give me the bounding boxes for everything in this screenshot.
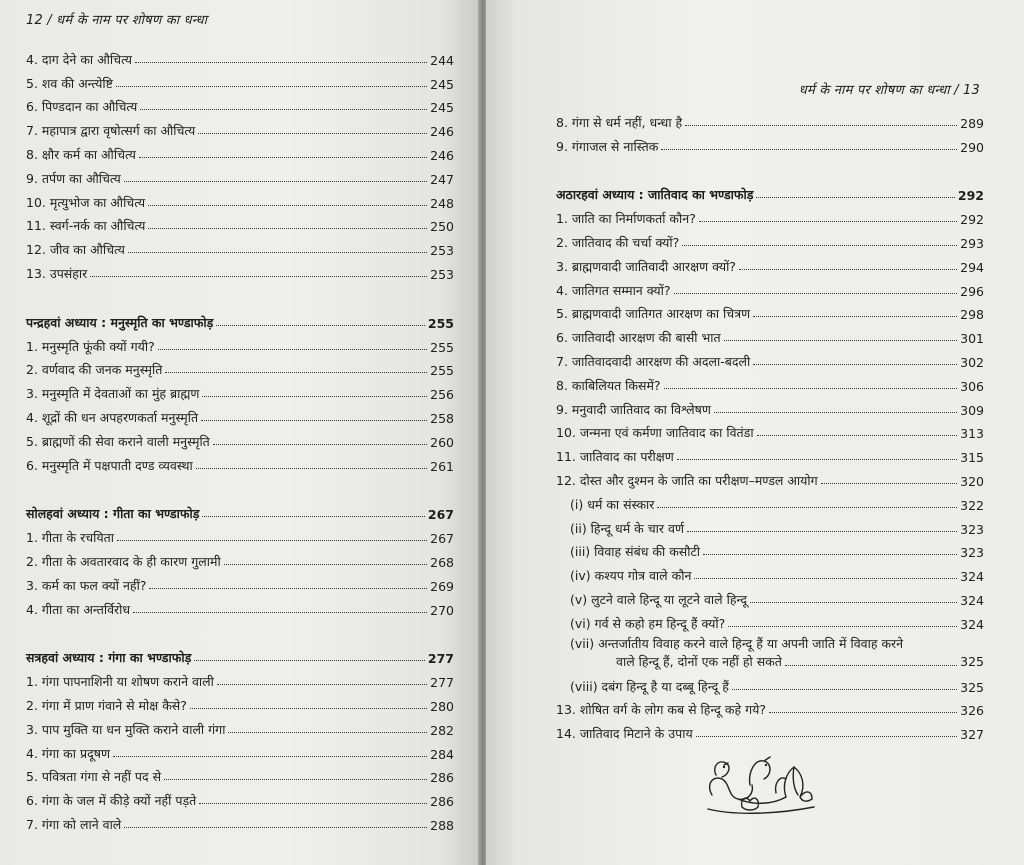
toc-entry-label: 4. गीता का अन्तर्विरोध bbox=[26, 601, 131, 617]
dot-leader bbox=[753, 364, 957, 365]
toc-page-number: 260 bbox=[430, 434, 454, 450]
toc-entry bbox=[556, 489, 984, 513]
toc-entry-label: 7. गंगा को लाने वाले bbox=[26, 816, 122, 832]
toc-page-number: 269 bbox=[430, 578, 454, 594]
toc-entry bbox=[556, 370, 984, 394]
toc-entry bbox=[556, 394, 984, 418]
toc-entry bbox=[26, 355, 454, 379]
dot-leader bbox=[140, 109, 427, 110]
toc-page-number: 302 bbox=[960, 354, 984, 370]
toc-page-number: 258 bbox=[430, 410, 454, 426]
toc-entry bbox=[556, 418, 984, 442]
right-toc-list bbox=[556, 107, 984, 742]
toc-page-number: 298 bbox=[960, 307, 984, 323]
section-gap bbox=[26, 282, 454, 307]
toc-entry bbox=[26, 594, 454, 618]
dot-leader bbox=[750, 602, 957, 603]
toc-entry-label: (iv) कश्यप गोत्र वाले कौन bbox=[570, 568, 692, 584]
toc-entry-label: 2. वर्णवाद की जनक मनुस्मृति bbox=[26, 362, 163, 378]
dot-leader bbox=[213, 444, 427, 445]
dot-leader bbox=[128, 252, 427, 253]
toc-entry bbox=[556, 322, 984, 346]
dot-leader bbox=[164, 779, 427, 780]
toc-page-number: 301 bbox=[960, 331, 984, 347]
toc-entry-label: 7. महापात्र द्वारा वृषोत्सर्ग का औचित्य bbox=[26, 123, 196, 139]
toc-entry-label: 6. पिण्डदान का औचित्य bbox=[26, 99, 138, 115]
dot-leader bbox=[739, 269, 957, 270]
toc-entry bbox=[556, 346, 984, 370]
toc-entry-label: 4. गंगा का प्रदूषण bbox=[26, 745, 111, 761]
toc-entry-label: 6. गंगा के जल में कीड़े क्यों नहीं पड़ते bbox=[26, 793, 197, 809]
dot-leader bbox=[228, 732, 427, 733]
toc-page-number: 290 bbox=[960, 139, 984, 155]
toc-entry-wrapped bbox=[556, 635, 984, 671]
toc-page-number: 323 bbox=[960, 521, 984, 537]
toc-entry bbox=[26, 258, 454, 282]
toc-entry-label: 3. मनुस्मृति में देवताओं का मुंह ब्राह्मण bbox=[26, 386, 200, 402]
toc-entry-label: 4. दाग देने का औचित्य bbox=[26, 51, 132, 67]
toc-page-number: 255 bbox=[430, 339, 454, 355]
toc-entry bbox=[556, 584, 984, 608]
toc-entry-label: (ii) हिन्दू धर्म के चार वर्ण bbox=[570, 520, 684, 536]
toc-entry-label: 11. जातिवाद का परीक्षण bbox=[556, 449, 674, 465]
dot-leader bbox=[124, 827, 427, 828]
dot-leader bbox=[116, 86, 427, 87]
toc-page-number: 270 bbox=[430, 602, 454, 618]
toc-entry bbox=[556, 441, 984, 465]
toc-entry-label: 11. स्वर्ग-नर्क का औचित्य bbox=[26, 218, 146, 234]
dot-leader bbox=[149, 588, 427, 589]
toc-entry bbox=[556, 695, 984, 719]
toc-entry bbox=[26, 331, 454, 355]
dot-leader bbox=[202, 396, 427, 397]
toc-page-number: 293 bbox=[960, 235, 984, 251]
toc-entry-label: 5. शव की अन्त्येष्टि bbox=[26, 75, 113, 91]
toc-entry bbox=[556, 718, 984, 742]
toc-entry bbox=[26, 378, 454, 402]
right-running-head: धर्म के नाम पर शोषण का धन्धा / 13 bbox=[798, 83, 980, 98]
toc-page-number: 309 bbox=[960, 402, 984, 418]
toc-page-number: 267 bbox=[430, 531, 454, 547]
dot-leader bbox=[753, 316, 957, 317]
toc-page-number: 324 bbox=[960, 592, 984, 608]
toc-entry-label: 13. शोषित वर्ग के लोग कब से हिन्दू कहे गये? bbox=[556, 702, 767, 718]
toc-entry-label: 5. ब्राह्मणों की सेवा कराने वाली मनुस्मृति bbox=[26, 433, 210, 449]
toc-entry-label: 10. मृत्युभोज का औचित्य bbox=[26, 194, 146, 210]
chapter-heading bbox=[556, 180, 984, 204]
dot-leader bbox=[135, 62, 427, 63]
toc-entry-label: (viii) दबंग हिन्दू है या दब्बू हिन्दू हैं bbox=[570, 678, 729, 694]
toc-entry bbox=[26, 211, 454, 235]
section-gap bbox=[26, 618, 454, 643]
toc-entry bbox=[556, 513, 984, 537]
toc-entry-label: 1. गीता के रचयिता bbox=[26, 530, 114, 546]
toc-page-number: 255 bbox=[430, 363, 454, 379]
toc-entry bbox=[26, 450, 454, 474]
toc-page-number: 244 bbox=[430, 52, 454, 68]
toc-entry-label: 5. पवित्रता गंगा से नहीं पद से bbox=[26, 769, 162, 785]
left-toc-list bbox=[26, 44, 454, 833]
dot-leader bbox=[199, 803, 427, 804]
toc-page-number: 253 bbox=[430, 243, 454, 259]
toc-entry-label: (v) लुटने वाले हिन्दू या लूटने वाले हिन्दू bbox=[570, 591, 747, 607]
toc-entry-label: 4. शूद्रों की धन अपहरणकर्ता मनुस्मृति bbox=[26, 409, 199, 425]
toc-entry-label: 1. जाति का निर्माणकर्ता कौन? bbox=[556, 211, 696, 227]
chapter-title: अठारहवां अध्याय : जातिवाद का भण्डाफोड़ bbox=[556, 187, 754, 203]
toc-entry bbox=[26, 809, 454, 833]
dot-leader bbox=[769, 712, 957, 713]
toc-entry-label: 6. मनुस्मृति में पक्षपाती दण्ड व्यवस्था bbox=[26, 457, 193, 473]
dot-leader bbox=[821, 483, 957, 484]
dot-leader bbox=[657, 507, 957, 508]
toc-entry-label: 8. गंगा से धर्म नहीं, धन्धा है bbox=[556, 114, 683, 130]
toc-page-number: 282 bbox=[430, 722, 454, 738]
chapter-heading bbox=[26, 643, 454, 667]
toc-page-number: 246 bbox=[430, 147, 454, 163]
toc-entry-label: 1. मनुस्मृति फूंकी क्यों गयी? bbox=[26, 338, 155, 354]
toc-page-number: 322 bbox=[960, 497, 984, 513]
dot-leader bbox=[696, 736, 957, 737]
toc-entry bbox=[26, 187, 454, 211]
toc-entry-label: 2. जातिवाद की चर्चा क्यों? bbox=[556, 234, 680, 250]
toc-page-number: 315 bbox=[960, 450, 984, 466]
toc-entry-label: 8. क्षौर कर्म का औचित्य bbox=[26, 146, 136, 162]
toc-entry-label: 12. जीव का औचित्य bbox=[26, 242, 125, 258]
toc-page-number: 256 bbox=[430, 387, 454, 403]
toc-entry-label: 2. गीता के अवतारवाद के ही कारण गुलामी bbox=[26, 553, 221, 569]
toc-entry bbox=[26, 92, 454, 116]
toc-entry bbox=[26, 139, 454, 163]
section-gap bbox=[556, 155, 984, 180]
toc-entry-label: 14. जातिवाद मिटाने के उपाय bbox=[556, 726, 693, 742]
toc-entry-label: 6. जातिवादी आरक्षण की बासी भात bbox=[556, 330, 721, 346]
toc-entry bbox=[26, 546, 454, 570]
toc-entry-label: (i) धर्म का संस्कार bbox=[570, 496, 655, 512]
dot-leader bbox=[756, 197, 954, 198]
toc-page-number: 286 bbox=[430, 794, 454, 810]
toc-entry bbox=[556, 275, 984, 299]
toc-page-number: 324 bbox=[960, 569, 984, 585]
dot-leader bbox=[714, 412, 957, 413]
toc-entry-label: 4. जातिगत सम्मान क्यों? bbox=[556, 282, 671, 298]
toc-entry bbox=[556, 299, 984, 323]
dot-leader bbox=[224, 564, 427, 565]
toc-entry-label: 9. गंगाजल से नास्तिक bbox=[556, 138, 659, 154]
toc-entry-label: 3. पाप मुक्ति या धन मुक्ति कराने वाली गंगा bbox=[26, 721, 226, 737]
chapter-title: सत्रहवां अध्याय : गंगा का भण्डाफोड़ bbox=[26, 650, 192, 666]
toc-entry-label: 12. दोस्त और दुश्मन के जाति का परीक्षण–मण्डल आयोग bbox=[556, 472, 818, 488]
dot-leader bbox=[202, 516, 424, 517]
toc-page-number: 245 bbox=[430, 100, 454, 116]
toc-entry bbox=[26, 738, 454, 762]
dot-leader bbox=[664, 388, 957, 389]
toc-entry-label: 7. जातिवादवादी आरक्षण की अदला-बदली bbox=[556, 353, 751, 369]
toc-entry bbox=[26, 785, 454, 809]
dot-leader bbox=[724, 340, 957, 341]
toc-page-number: 306 bbox=[960, 378, 984, 394]
toc-entry bbox=[556, 537, 984, 561]
dot-leader bbox=[216, 325, 425, 326]
toc-page-number: 324 bbox=[960, 616, 984, 632]
dot-leader bbox=[661, 149, 957, 150]
toc-entry bbox=[26, 714, 454, 738]
dot-leader bbox=[113, 756, 427, 757]
toc-entry-label: 2. गंगा में प्राण गंवाने से मोक्ष कैसे? bbox=[26, 697, 187, 713]
dot-leader bbox=[682, 245, 957, 246]
toc-page-number: 284 bbox=[430, 746, 454, 762]
toc-entry-continuation bbox=[570, 653, 984, 671]
toc-entry bbox=[556, 131, 984, 155]
dot-leader bbox=[685, 125, 957, 126]
dot-leader bbox=[677, 459, 957, 460]
dot-leader bbox=[90, 276, 427, 277]
toc-entry bbox=[26, 402, 454, 426]
dot-leader bbox=[694, 578, 957, 579]
toc-entry bbox=[556, 107, 984, 131]
dot-leader bbox=[728, 626, 957, 627]
toc-entry-label: 5. ब्राह्मणवादी जातिगत आरक्षण का चित्रण bbox=[556, 306, 751, 322]
toc-page-number: 313 bbox=[960, 426, 984, 442]
dot-leader bbox=[196, 468, 427, 469]
toc-page-number: 292 bbox=[960, 212, 984, 228]
dot-leader bbox=[785, 665, 957, 666]
dot-leader bbox=[732, 689, 957, 690]
toc-page-number: 286 bbox=[430, 770, 454, 786]
toc-entry bbox=[26, 690, 454, 714]
toc-page-number: 323 bbox=[960, 545, 984, 561]
toc-entry-label: 3. ब्राह्मणवादी जातिवादी आरक्षण क्यों? bbox=[556, 258, 736, 274]
toc-page-number: 267 bbox=[427, 507, 454, 523]
swan-lotus-ornament bbox=[702, 745, 818, 817]
toc-page-number: 325 bbox=[960, 679, 984, 695]
toc-entry bbox=[26, 115, 454, 139]
dot-leader bbox=[674, 293, 957, 294]
toc-entry bbox=[556, 203, 984, 227]
dot-leader bbox=[198, 133, 427, 134]
toc-page-number: 277 bbox=[427, 651, 454, 667]
toc-page-number: 288 bbox=[430, 817, 454, 833]
toc-entry bbox=[26, 68, 454, 92]
toc-entry-label: 10. जन्मना एवं कर्मणा जातिवाद का वितंडा bbox=[556, 425, 754, 441]
toc-page-number: 294 bbox=[960, 259, 984, 275]
dot-leader bbox=[158, 349, 427, 350]
toc-entry bbox=[26, 762, 454, 786]
dot-leader bbox=[190, 708, 427, 709]
toc-entry bbox=[556, 671, 984, 695]
toc-entry bbox=[26, 44, 454, 68]
chapter-title: सोलहवां अध्याय : गीता का भण्डाफोड़ bbox=[26, 506, 200, 522]
toc-page-number: 327 bbox=[960, 727, 984, 743]
chapter-title: पन्द्रहवां अध्याय : मनुस्मृति का भण्डाफोड़ bbox=[26, 314, 214, 330]
toc-page-number: 292 bbox=[957, 188, 984, 204]
toc-entry bbox=[556, 227, 984, 251]
toc-entry bbox=[26, 666, 454, 690]
toc-entry-label: (vii) अन्तर्जातीय विवाह करने वाले हिन्दू हैं या अपनी जाति में विवाह करने bbox=[570, 635, 904, 651]
toc-page-number: 268 bbox=[430, 554, 454, 570]
dot-leader bbox=[703, 554, 957, 555]
toc-entry bbox=[556, 560, 984, 584]
dot-leader bbox=[201, 420, 427, 421]
chapter-heading bbox=[26, 499, 454, 523]
toc-page-number: 296 bbox=[960, 283, 984, 299]
dot-leader bbox=[217, 684, 427, 685]
toc-entry-label: वाले हिन्दू हैं, दोनों एक नहीं हो सकते bbox=[616, 653, 782, 669]
toc-page-number: 255 bbox=[427, 315, 454, 331]
dot-leader bbox=[148, 205, 427, 206]
toc-page-number: 320 bbox=[960, 473, 984, 489]
toc-page-number: 325 bbox=[960, 653, 984, 669]
toc-page-number: 247 bbox=[430, 171, 454, 187]
toc-page-number: 246 bbox=[430, 124, 454, 140]
toc-page-number: 250 bbox=[430, 219, 454, 235]
toc-page-number: 253 bbox=[430, 266, 454, 282]
dot-leader bbox=[165, 372, 427, 373]
toc-entry bbox=[26, 570, 454, 594]
dot-leader bbox=[194, 660, 425, 661]
toc-page-number: 245 bbox=[430, 76, 454, 92]
toc-page-number: 326 bbox=[960, 703, 984, 719]
toc-entry-label: 8. काबिलियत किसमें? bbox=[556, 377, 661, 393]
chapter-heading bbox=[26, 307, 454, 331]
toc-page-number: 277 bbox=[430, 675, 454, 691]
dot-leader bbox=[699, 221, 957, 222]
toc-entry-label: 9. तर्पण का औचित्य bbox=[26, 170, 121, 186]
toc-page-number: 261 bbox=[430, 458, 454, 474]
dot-leader bbox=[124, 181, 427, 182]
toc-entry bbox=[26, 163, 454, 187]
toc-entry-label: (iii) विवाह संबंध की कसौटी bbox=[570, 544, 701, 560]
toc-entry bbox=[26, 522, 454, 546]
dot-leader bbox=[117, 540, 427, 541]
dot-leader bbox=[757, 435, 957, 436]
toc-entry bbox=[556, 608, 984, 632]
section-gap bbox=[26, 474, 454, 499]
dot-leader bbox=[687, 531, 957, 532]
toc-entry-label: 13. उपसंहार bbox=[26, 265, 88, 281]
toc-entry-label: (vi) गर्व से कहो हम हिन्दू हैं क्यों? bbox=[570, 615, 726, 631]
dot-leader bbox=[139, 157, 427, 158]
toc-entry bbox=[556, 251, 984, 275]
toc-entry-label: 9. मनुवादी जातिवाद का विश्लेषण bbox=[556, 401, 711, 417]
toc-page-number: 289 bbox=[960, 115, 984, 131]
toc-entry bbox=[26, 234, 454, 258]
toc-page-number: 280 bbox=[430, 698, 454, 714]
toc-page-number: 248 bbox=[430, 195, 454, 211]
toc-entry bbox=[26, 426, 454, 450]
toc-entry-label: 1. गंगा पापनाशिनी या शोषण कराने वाली bbox=[26, 674, 214, 690]
toc-entry-label: 3. कर्म का फल क्यों नहीं? bbox=[26, 577, 147, 593]
toc-entry bbox=[556, 465, 984, 489]
dot-leader bbox=[133, 612, 427, 613]
left-running-head: 12 / धर्म के नाम पर शोषण का धन्धा bbox=[26, 13, 208, 28]
dot-leader bbox=[148, 228, 427, 229]
